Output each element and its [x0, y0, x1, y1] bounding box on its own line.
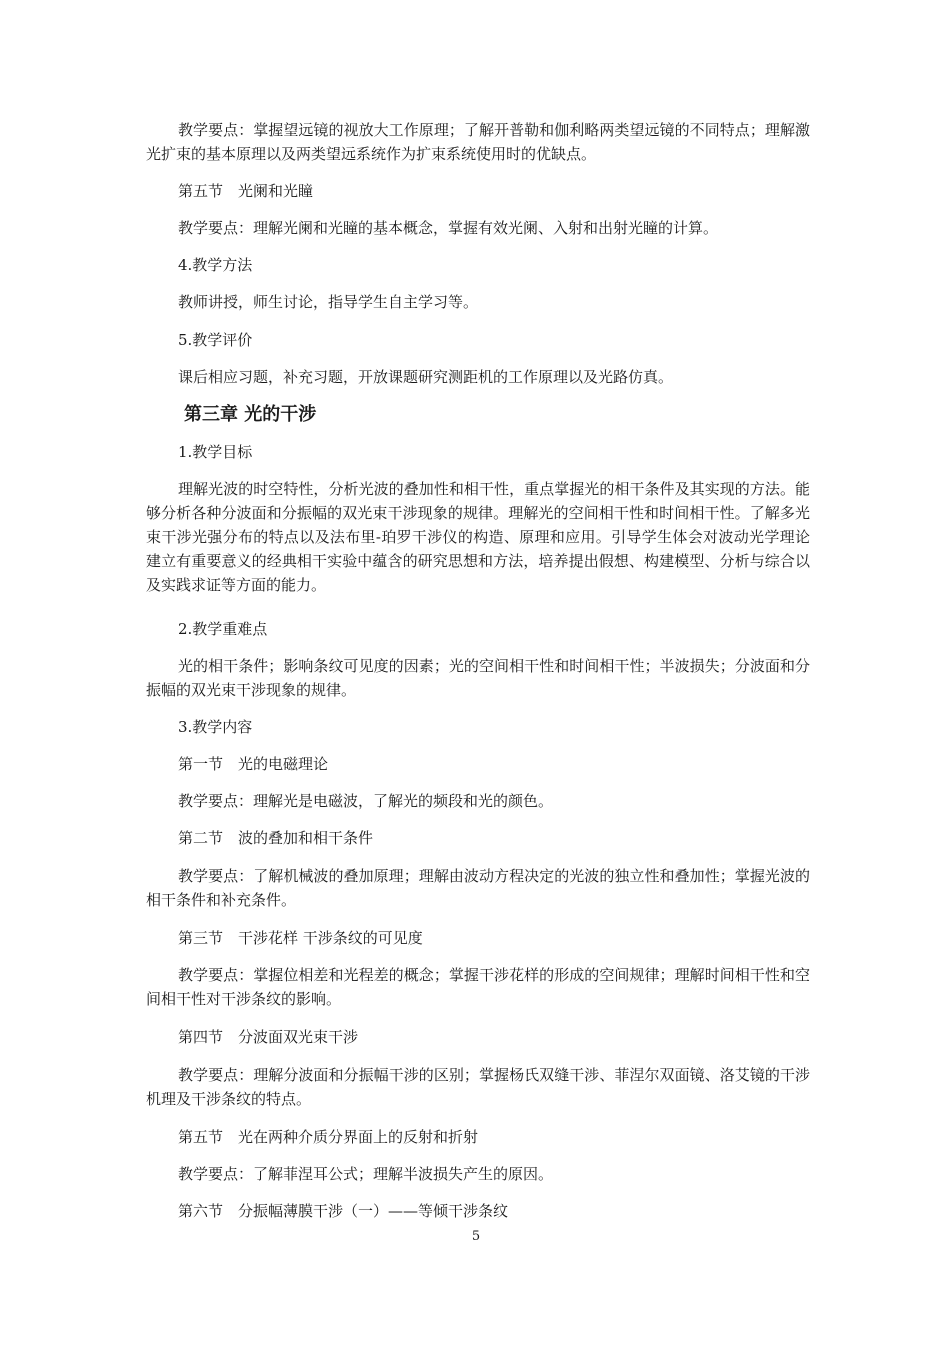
paragraph-section-1-points: 教学要点：理解光是电磁波，了解光的频段和光的颜色。	[178, 792, 554, 810]
chapter-title: 第三章 光的干涉	[184, 404, 317, 425]
section-heading-3: 第三节 干涉花样 干涉条纹的可见度	[178, 929, 423, 947]
heading-teaching-goals: 1.教学目标	[178, 443, 253, 461]
paragraph-teaching-evaluation: 课后相应习题，补充习题，开放课题研究测距机的工作原理以及光路仿真。	[178, 368, 674, 386]
heading-teaching-method: 4.教学方法	[178, 256, 253, 274]
section-heading-4: 第四节 分波面双光束干涉	[178, 1028, 359, 1046]
section-heading-2: 第二节 波的叠加和相干条件	[178, 829, 374, 847]
paragraph-section-5-points: 教学要点：了解菲涅耳公式；理解半波损失产生的原因。	[178, 1165, 554, 1183]
section-heading-1: 第一节 光的电磁理论	[178, 755, 329, 773]
paragraph-section-3-points: 教学要点：掌握位相差和光程差的概念；掌握干涉花样的形成的空间规律；理解时间相干性和空间相干性对干涉条纹的影响。	[146, 966, 810, 1008]
paragraph-key-difficult-points: 光的相干条件；影响条纹可见度的因素；光的空间相干性和时间相干性；半波损失；分波面和分振幅的双光束干涉现象的规律。	[146, 657, 810, 699]
paragraph-section-4-points: 教学要点：理解分波面和分振幅干涉的区别；掌握杨氏双缝干涉、菲涅尔双面镜、洛艾镜的干涉机理及干涉条纹的特点。	[146, 1066, 810, 1108]
paragraph-section-2-points: 教学要点：了解机械波的叠加原理；理解由波动方程决定的光波的独立性和叠加性；掌握光波的相干条件和补充条件。	[146, 867, 810, 909]
heading-teaching-content: 3.教学内容	[178, 718, 253, 736]
section-heading-5: 第五节 光在两种介质分界面上的反射和折射	[178, 1128, 479, 1146]
section-heading-aperture: 第五节 光阑和光瞳	[178, 182, 314, 200]
paragraph-teaching-method: 教师讲授，师生讨论，指导学生自主学习等。	[178, 293, 479, 311]
section-heading-6: 第六节 分振幅薄膜干涉（一）——等倾干涉条纹	[178, 1202, 509, 1220]
paragraph-aperture-points: 教学要点：理解光阑和光瞳的基本概念，掌握有效光阑、入射和出射光瞳的计算。	[178, 219, 719, 237]
paragraph-teaching-goals: 理解光波的时空特性，分析光波的叠加性和相干性，重点掌握光的相干条件及其实现的方法。能够分析各种分波面和分振幅的双光束干涉现象的规律。理解光的空间相干性和时间相干性。了解多光束干涉光强分布的特点以及法布里-珀罗干涉仪的构造、原理和应用。引导学生体会对波动光学理论建立有重要意义的经典相干实验中蕴含的研究思想和方法，培养提出假想、构建模型、分析与综合以及实践求证等方面的能力。	[146, 480, 810, 594]
heading-teaching-evaluation: 5.教学评价	[178, 331, 253, 349]
paragraph-telescope-points: 教学要点：掌握望远镜的视放大工作原理；了解开普勒和伽利略两类望远镜的不同特点；理解激光扩束的基本原理以及两类望远系统作为扩束系统使用时的优缺点。	[146, 121, 810, 163]
page-number: 5	[471, 1229, 481, 1244]
heading-key-difficult-points: 2.教学重难点	[178, 620, 268, 638]
